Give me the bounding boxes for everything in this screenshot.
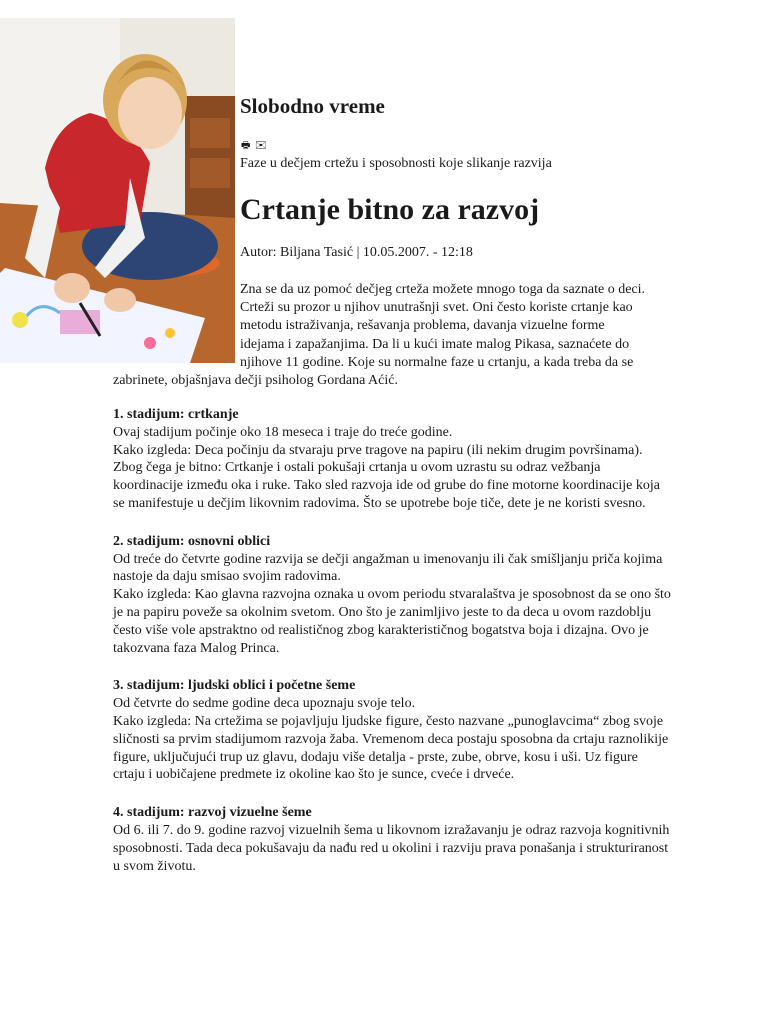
stage-item xyxy=(113,533,673,658)
print-icon[interactable]: 🖶 xyxy=(241,140,252,151)
photo-wrap-spacer xyxy=(113,281,240,372)
article-tools xyxy=(241,138,268,155)
article-intro xyxy=(113,281,648,390)
article-byline: Autor: Biljana Tasić | 10.05.2007. - 12:18 xyxy=(240,245,473,260)
stage-heading: 2. stadijum: osnovni oblici xyxy=(113,533,271,549)
article-subtitle: Faze u dečjem crtežu i sposobnosti koje slikanje razvija xyxy=(240,156,552,171)
stage-text: Kako izgleda: Deca počinju da stvaraju prve tragove na papiru (ili nekim drugim površinama). xyxy=(113,442,643,458)
stage-text: Od četvrte do sedme godine deca upoznaju svoje telo. xyxy=(113,696,416,712)
stage-text: Kako izgleda: Na crtežima se pojavljuju ljudske figure, često nazvane „punoglavcima“ zbog svoje sličnosti sa prvim stadijumom razvoja žaba. Vremenom deca postaju sposobna da crtaju raznolikije figure, uključujući trup uz glavu, dodaju više detalja - prste, zube, obrve, kosu i uši. Uz figure crtaju i uobičajene predmete iz okoline kao što je sunce, cveće i drveće. xyxy=(113,713,669,783)
stage-item xyxy=(113,804,673,875)
stage-text: Od 6. ili 7. do 9. godine razvoj vizuelnih šema u likovnom izražavanju je odraz razvoja kognitivnih sposobnosti. Tada deca pokušavaju da nađu red u okolini i razviju prava ponašanja i strukturiranost u svom životu. xyxy=(113,822,670,874)
stage-text: Zbog čega je bitno: Crtkanje i ostali pokušaji crtanja u ovom uzrastu su odraz vežbanja koordinacije između oka i ruke. Tako sled razvoja ide od grube do fine motorne koordinacije koja se manifestuje u dečjim likovnim radovima. Što se upotrebe boje tiče, dete je ne koristi svesno. xyxy=(113,460,660,511)
stage-text: Kako izgleda: Kao glavna razvojna oznaka u ovom periodu stvaralaštva je sposobnost da se ono što je na papiru poveže sa okolnim svetom. Ono što je zanimljivo jeste to da deca u ovom razdoblju često više vole apstraktno od realističnog zbog karakterističnog bogatstva boja i dizajna. Ovo je takozvana faza Malog Princa. xyxy=(113,587,671,656)
stage-text: Ovaj stadijum počinje oko 18 meseca i traje do treće godine. xyxy=(113,424,453,440)
intro-text: Zna se da uz pomoć dečjeg crteža možete mnogo toga da saznate o deci. Crteži su prozor u njihov unutrašnji svet. Oni često koriste crtanje kao metodu istraživanja, rešavanja problema, davanja vizuelne forme idejama i zapažanjima. Da li u kući imate malog Pikasa, saznaćete do njihove 11 godine. Koje su normalne faze u crtanju, a kada treba da se zabrinete, objašnjava dečji psiholog Gordana Aćić. xyxy=(113,282,646,389)
stage-heading: 3. stadijum: ljudski oblici i početne šeme xyxy=(113,678,356,694)
mail-icon[interactable]: ✉ xyxy=(254,140,268,151)
section-title: Slobodno vreme xyxy=(240,94,385,118)
stage-heading: 4. stadijum: razvoj vizuelne šeme xyxy=(113,805,312,821)
article-title: Crtanje bitno za razvoj xyxy=(240,193,540,226)
stage-item xyxy=(113,677,673,784)
stage-item xyxy=(113,406,673,513)
stage-heading: 1. stadijum: crtkanje xyxy=(113,407,239,422)
stages-list xyxy=(113,406,673,895)
stage-text: Od treće do četvrte godine razvija se dečji angažman u imenovanju ili čak smišljanju priča kojima nastoje da daju smisao svojim radovima. xyxy=(113,551,663,585)
